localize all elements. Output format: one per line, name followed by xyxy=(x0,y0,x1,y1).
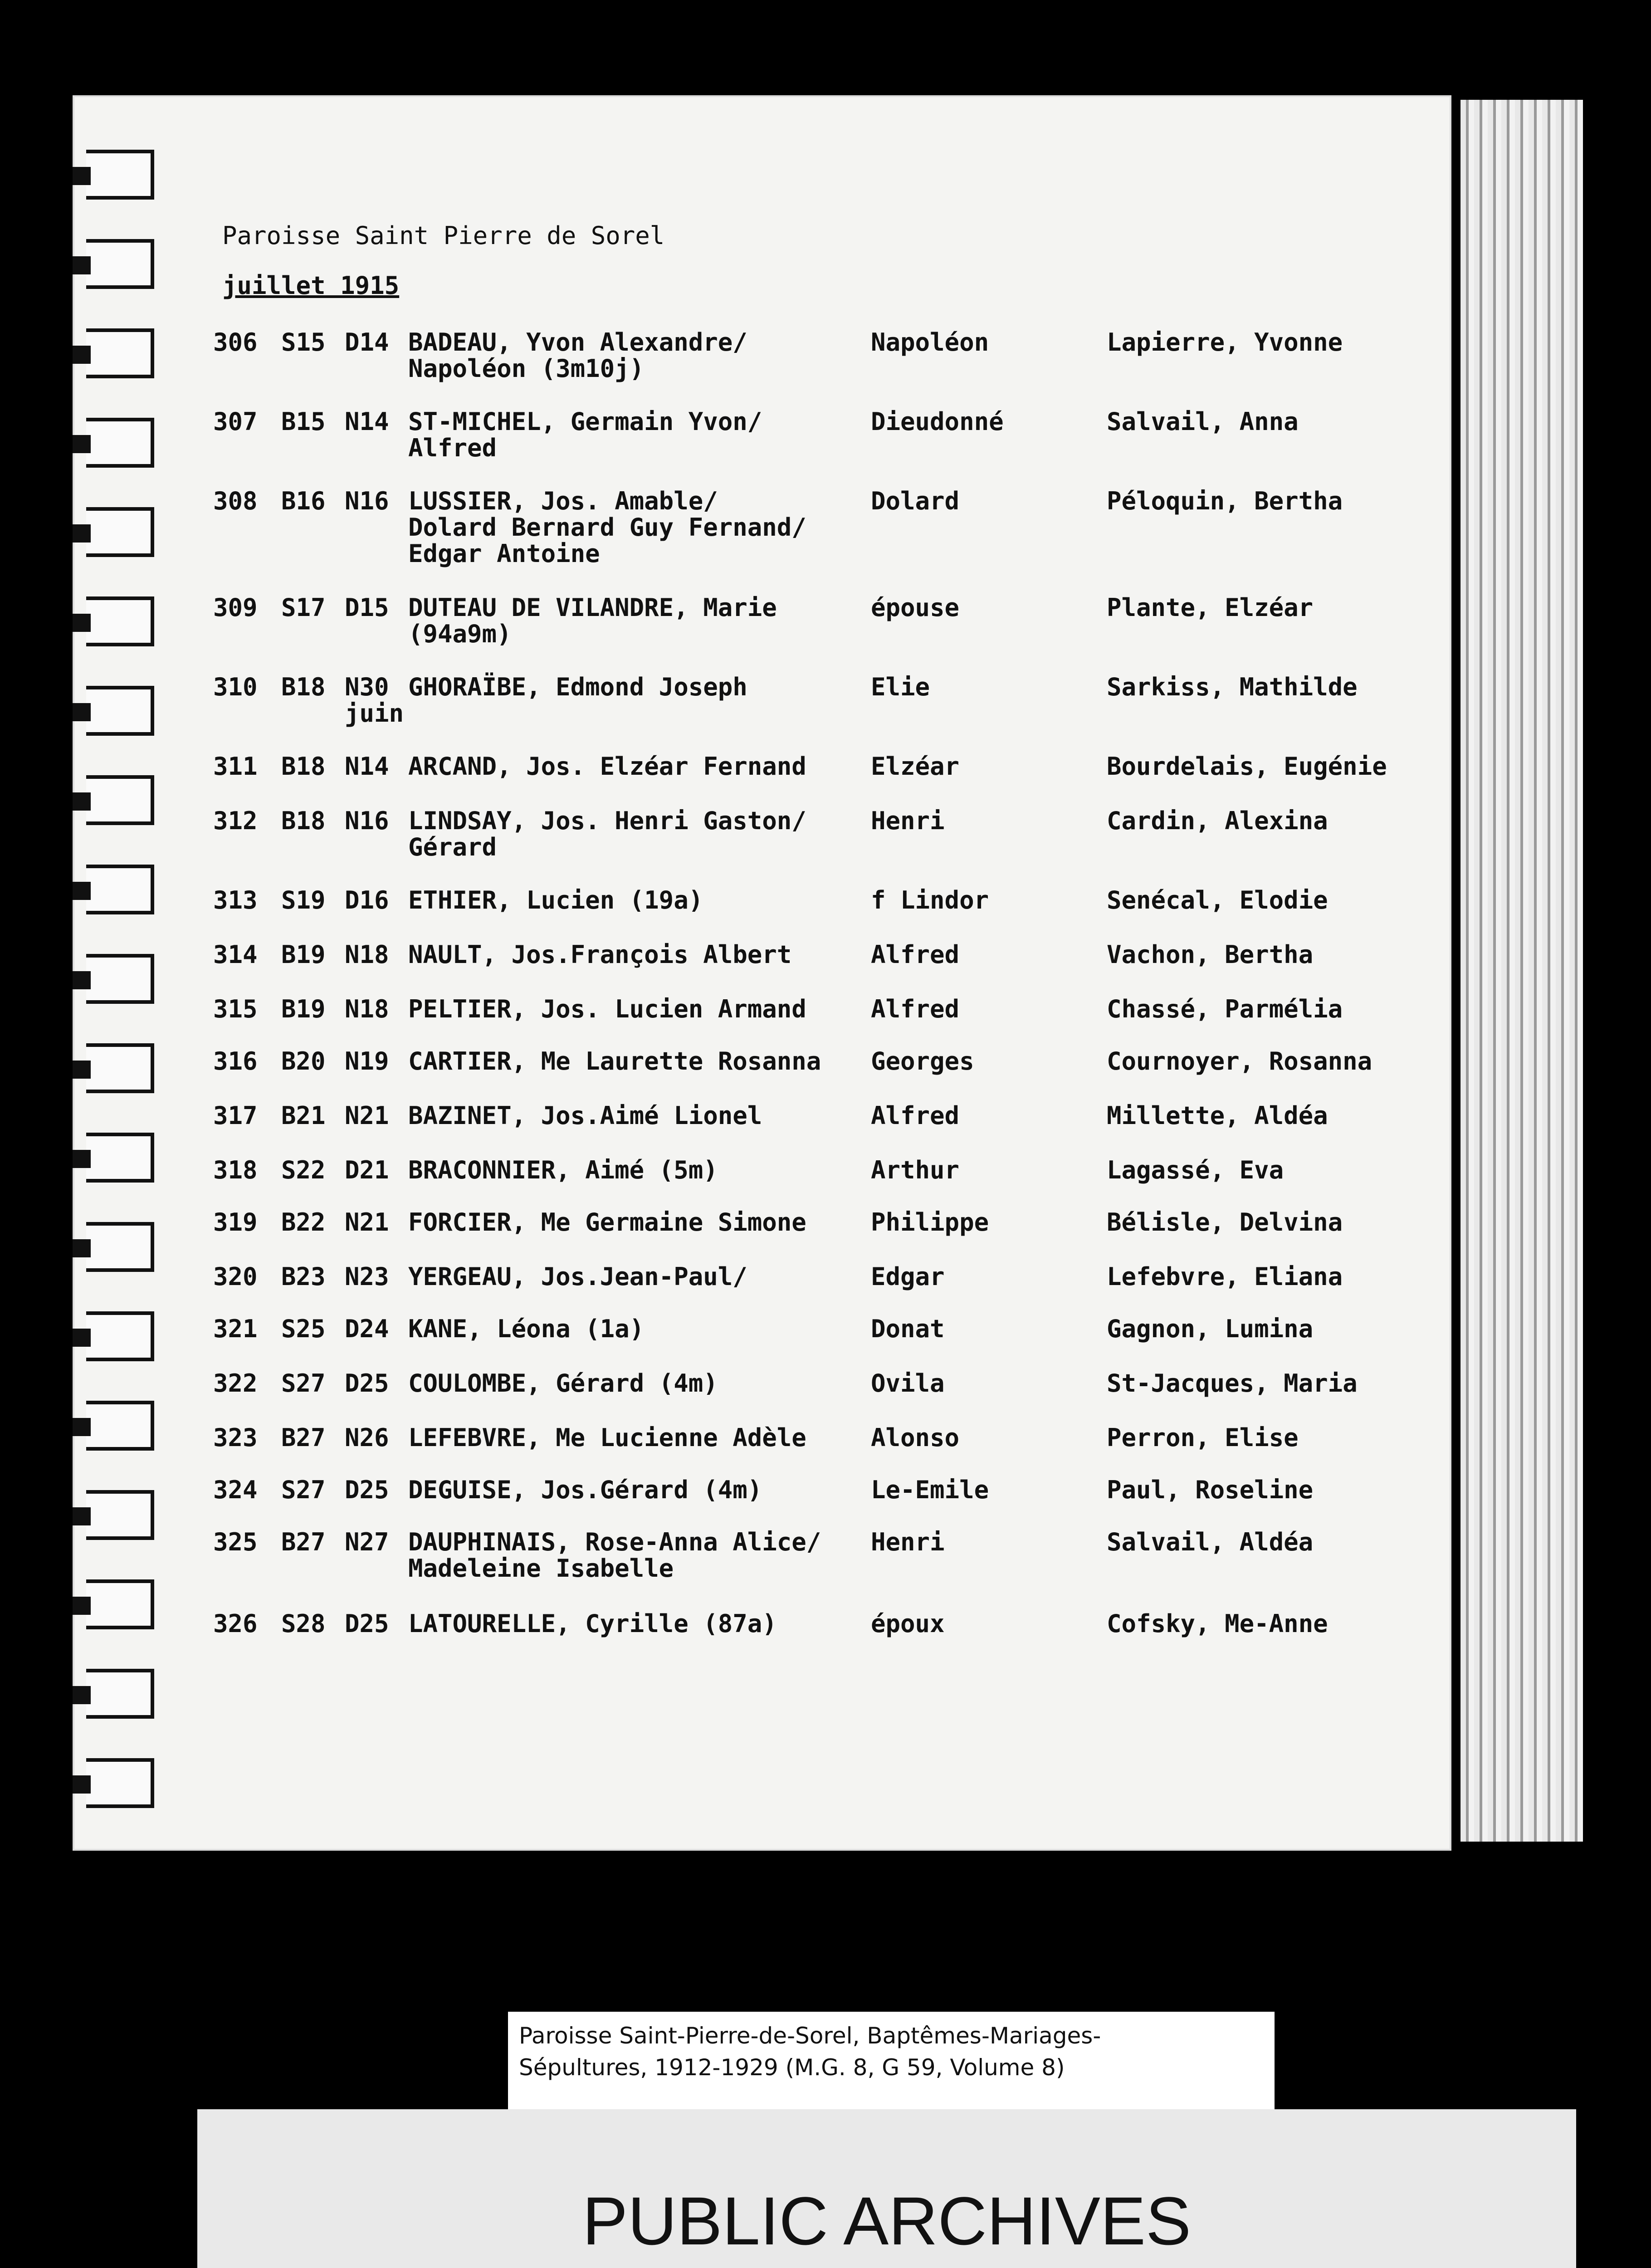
entry-mother: Cardin, Alexina xyxy=(1107,807,1328,835)
entry-father: Donat xyxy=(871,1315,945,1343)
entry-name-line: Edgar Antoine xyxy=(408,539,600,568)
entry-mother: Paul, Roseline xyxy=(1107,1476,1314,1504)
entry-name-line: NAULT, Jos.François Albert xyxy=(408,940,792,969)
entry-number: 321 xyxy=(213,1315,258,1343)
entry-mother: Senécal, Elodie xyxy=(1107,886,1328,914)
entry-act-code: B27 xyxy=(281,1423,326,1452)
entry-date-code: D25 xyxy=(345,1476,389,1504)
entry-mother: Vachon, Bertha xyxy=(1107,940,1314,969)
entry-date-code: D25 xyxy=(345,1369,389,1398)
entry-father: Alfred xyxy=(871,1101,960,1130)
entry-act-code: S28 xyxy=(281,1609,326,1638)
entry-act-code: B16 xyxy=(281,487,326,515)
entry-name-line: (94a9m) xyxy=(408,620,512,648)
entry-name-line: BAZINET, Jos.Aimé Lionel xyxy=(408,1101,762,1130)
entry-father: Ovila xyxy=(871,1369,945,1398)
month-header: juillet 1915 xyxy=(222,271,400,300)
entry-act-code: B23 xyxy=(281,1262,326,1291)
entry-number: 314 xyxy=(213,940,258,969)
microfilm-caption xyxy=(508,2012,1275,2109)
archives-banner xyxy=(197,2109,1576,2268)
entry-father: Henri xyxy=(871,1528,945,1556)
entry-act-code: S15 xyxy=(281,328,326,357)
entry-father: Elie xyxy=(871,673,930,701)
entry-mother: Bourdelais, Eugénie xyxy=(1107,752,1387,781)
entry-name-line: ETHIER, Lucien (19a) xyxy=(408,886,703,914)
entry-date-code: N14 xyxy=(345,407,389,436)
entry-name-line: LUSSIER, Jos. Amable/ xyxy=(408,487,718,515)
entry-father: Arthur xyxy=(871,1156,960,1184)
entry-name-line: FORCIER, Me Germaine Simone xyxy=(408,1208,806,1237)
entry-date-code: N21 xyxy=(345,1101,389,1130)
entry-father: Alfred xyxy=(871,995,960,1023)
entry-number: 324 xyxy=(213,1476,258,1504)
entry-act-code: B27 xyxy=(281,1528,326,1556)
caption-line-2: Sépultures, 1912-1929 (M.G. 8, G 59, Volume 8) xyxy=(519,2054,1065,2081)
entry-father: épouse xyxy=(871,593,960,622)
banner-line-1: PUBLIC ARCHIVES xyxy=(582,2183,1192,2259)
entry-name-line: LINDSAY, Jos. Henri Gaston/ xyxy=(408,807,806,835)
entry-number: 320 xyxy=(213,1262,258,1291)
entry-number: 325 xyxy=(213,1528,258,1556)
entry-act-code: S25 xyxy=(281,1315,326,1343)
entry-name-line: DUTEAU DE VILANDRE, Marie xyxy=(408,593,777,622)
entry-father: époux xyxy=(871,1609,945,1638)
entry-date-code: D15 xyxy=(345,593,389,622)
entry-date-code: N19 xyxy=(345,1047,389,1075)
entry-date-code: N30 xyxy=(345,673,389,701)
entry-father: Henri xyxy=(871,807,945,835)
entry-name-line: DEGUISE, Jos.Gérard (4m) xyxy=(408,1476,762,1504)
entry-date-code: N16 xyxy=(345,807,389,835)
entry-mother: Lapierre, Yvonne xyxy=(1107,328,1343,357)
entry-act-code: B18 xyxy=(281,673,326,701)
parish-header: Paroisse Saint Pierre de Sorel xyxy=(222,221,665,250)
entry-mother: Péloquin, Bertha xyxy=(1107,487,1343,515)
entry-number: 318 xyxy=(213,1156,258,1184)
entry-number: 322 xyxy=(213,1369,258,1398)
entry-act-code: S27 xyxy=(281,1476,326,1504)
entry-father: Le-Emile xyxy=(871,1476,989,1504)
entry-father: Edgar xyxy=(871,1262,945,1291)
entry-date-code: D14 xyxy=(345,328,389,357)
entry-number: 313 xyxy=(213,886,258,914)
entry-name-line: BRACONNIER, Aimé (5m) xyxy=(408,1156,718,1184)
entry-number: 315 xyxy=(213,995,258,1023)
entry-mother: Lagassé, Eva xyxy=(1107,1156,1284,1184)
entry-date-code: N14 xyxy=(345,752,389,781)
entry-number: 307 xyxy=(213,407,258,436)
entry-number: 316 xyxy=(213,1047,258,1075)
entry-name-line: ARCAND, Jos. Elzéar Fernand xyxy=(408,752,806,781)
entry-name-line: Napoléon (3m10j) xyxy=(408,354,645,383)
entry-name-line: ST-MICHEL, Germain Yvon/ xyxy=(408,407,762,436)
entry-name-line: GHORAÏBE, Edmond Joseph xyxy=(408,673,747,701)
entry-date-code: N18 xyxy=(345,940,389,969)
entry-name-line: YERGEAU, Jos.Jean-Paul/ xyxy=(408,1262,747,1291)
entry-mother: Millette, Aldéa xyxy=(1107,1101,1328,1130)
entry-mother: Gagnon, Lumina xyxy=(1107,1315,1314,1343)
entry-act-code: S27 xyxy=(281,1369,326,1398)
entry-mother: Cofsky, Me-Anne xyxy=(1107,1609,1328,1638)
entry-father: Elzéar xyxy=(871,752,960,781)
entry-mother: Chassé, Parmélia xyxy=(1107,995,1343,1023)
entry-name-line: LATOURELLE, Cyrille (87a) xyxy=(408,1609,777,1638)
entry-mother: Cournoyer, Rosanna xyxy=(1107,1047,1373,1075)
entry-mother: Sarkiss, Mathilde xyxy=(1107,673,1358,701)
entry-number: 319 xyxy=(213,1208,258,1237)
entry-name-line: Alfred xyxy=(408,434,497,462)
entry-act-code: B20 xyxy=(281,1047,326,1075)
entry-date-code: D25 xyxy=(345,1609,389,1638)
entry-father: Georges xyxy=(871,1047,974,1075)
entry-name-line: Gérard xyxy=(408,833,497,861)
entry-mother: St-Jacques, Maria xyxy=(1107,1369,1358,1398)
entry-act-code: B15 xyxy=(281,407,326,436)
entry-act-code: S17 xyxy=(281,593,326,622)
entry-name-line: KANE, Léona (1a) xyxy=(408,1315,645,1343)
entry-father: Napoléon xyxy=(871,328,989,357)
entry-number: 309 xyxy=(213,593,258,622)
entry-name-line: PELTIER, Jos. Lucien Armand xyxy=(408,995,806,1023)
entry-father: Dolard xyxy=(871,487,960,515)
entry-act-code: S19 xyxy=(281,886,326,914)
entry-month-note: juin xyxy=(345,699,404,728)
entry-number: 326 xyxy=(213,1609,258,1638)
entry-mother: Perron, Elise xyxy=(1107,1423,1299,1452)
entry-name-line: LEFEBVRE, Me Lucienne Adèle xyxy=(408,1423,806,1452)
entry-number: 323 xyxy=(213,1423,258,1452)
entry-name-line: DAUPHINAIS, Rose-Anna Alice/ xyxy=(408,1528,821,1556)
entry-date-code: D21 xyxy=(345,1156,389,1184)
entry-act-code: B18 xyxy=(281,807,326,835)
entry-name-line: Dolard Bernard Guy Fernand/ xyxy=(408,513,806,542)
entry-father: Alonso xyxy=(871,1423,960,1452)
entry-name-line: BADEAU, Yvon Alexandre/ xyxy=(408,328,747,357)
entry-number: 312 xyxy=(213,807,258,835)
entry-date-code: D24 xyxy=(345,1315,389,1343)
entry-number: 311 xyxy=(213,752,258,781)
entry-father: Alfred xyxy=(871,940,960,969)
entry-act-code: B21 xyxy=(281,1101,326,1130)
entry-act-code: B19 xyxy=(281,995,326,1023)
entry-number: 308 xyxy=(213,487,258,515)
entry-date-code: N26 xyxy=(345,1423,389,1452)
entry-mother: Bélisle, Delvina xyxy=(1107,1208,1343,1237)
entry-date-code: N18 xyxy=(345,995,389,1023)
entry-mother: Salvail, Anna xyxy=(1107,407,1299,436)
entry-date-code: N23 xyxy=(345,1262,389,1291)
entry-number: 310 xyxy=(213,673,258,701)
entry-act-code: B19 xyxy=(281,940,326,969)
entry-mother: Lefebvre, Eliana xyxy=(1107,1262,1343,1291)
entry-number: 306 xyxy=(213,328,258,357)
entry-act-code: S22 xyxy=(281,1156,326,1184)
entry-number: 317 xyxy=(213,1101,258,1130)
entry-act-code: B22 xyxy=(281,1208,326,1237)
entry-act-code: B18 xyxy=(281,752,326,781)
entry-name-line: COULOMBE, Gérard (4m) xyxy=(408,1369,718,1398)
caption-line-1: Paroisse Saint-Pierre-de-Sorel, Baptêmes-Mariages- xyxy=(519,2023,1101,2049)
entry-name-line: Madeleine Isabelle xyxy=(408,1554,674,1583)
entry-father: Dieudonné xyxy=(871,407,1004,436)
entry-mother: Plante, Elzéar xyxy=(1107,593,1314,622)
entry-date-code: N27 xyxy=(345,1528,389,1556)
entry-date-code: D16 xyxy=(345,886,389,914)
entry-date-code: N21 xyxy=(345,1208,389,1237)
entry-name-line: CARTIER, Me Laurette Rosanna xyxy=(408,1047,821,1075)
entry-father: f Lindor xyxy=(871,886,989,914)
entry-father: Philippe xyxy=(871,1208,989,1237)
entry-date-code: N16 xyxy=(345,487,389,515)
entry-mother: Salvail, Aldéa xyxy=(1107,1528,1314,1556)
